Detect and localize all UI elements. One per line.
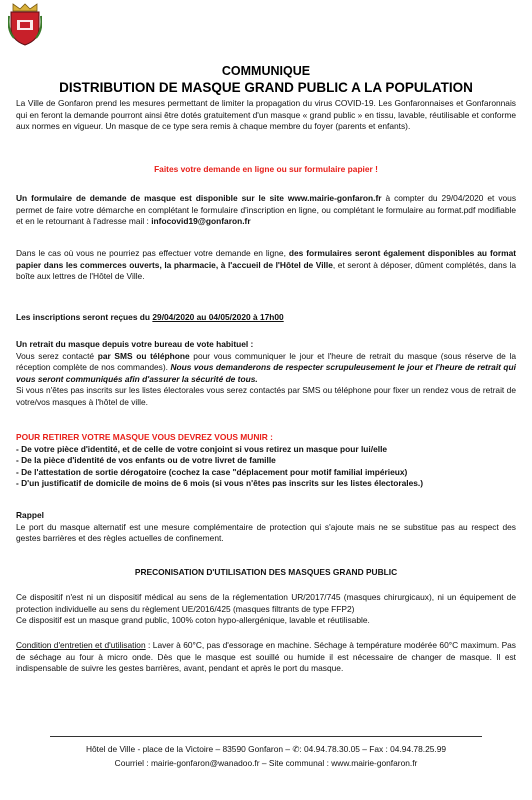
reminder-heading: Rappel: [16, 510, 44, 520]
requirement-item: - D'un justificatif de domicile de moins de 6 mois (si vous n'êtes pas inscrits sur les listes électorales.): [16, 478, 424, 489]
paper-form-text-1: Dans le cas où vous ne pourriez pas effectuer votre demande en ligne,: [16, 248, 289, 258]
town-crest-logo: [8, 2, 42, 46]
intro-paragraph: La Ville de Gonfaron prend les mesures permettant de limiter la propagation du virus COVID-19. Les Gonfaronnaises et Gonfaronnais qui en feront la demande pourront ainsi être dotés gratuitement d'un masque « grand public » en tissu, lavable, réutilisable et conforme aux normes en vigueur. Un masque de ce type sera remis à chaque membre du foyer (parents et enfants).: [16, 98, 516, 132]
pickup-text-1: Vous serez contacté: [16, 350, 98, 361]
recommendation-text-1: Ce dispositif n'est ni un dispositif médical au sens de la réglementation UR/2017/745 (masques chirurgicaux), ni un équipement de protection individuelle au sens du règlement UE/2016/425 (masques filtrants de type FFP2): [16, 592, 516, 614]
pickup-heading: Un retrait du masque depuis votre bureau de vote habituel :: [16, 339, 254, 349]
footer-divider: [50, 736, 482, 737]
requirement-item: - De l'attestation de sortie dérogatoire (cochez la case "déplacement pour motif familial impérieux): [16, 466, 408, 477]
footer-contact: Courriel : mairie-gonfaron@wanadoo.fr – Site communal : www.mairie-gonfaron.fr: [114, 758, 418, 768]
requirement-item: - De votre pièce d'identité, et de celle de votre conjoint si vous retirez un masque pour lui/elle: [16, 443, 388, 454]
requirements-section: [16, 432, 516, 490]
online-form-paragraph: [16, 193, 516, 228]
care-paragraph: [16, 640, 516, 675]
pickup-bold-italic: Nous vous demanderons de respecter scrupuleusement le jour et l'heure de retrait qui vous seront communiqués afin d'assurer la sécurité de tous.: [16, 362, 516, 384]
page-subtitle: DISTRIBUTION DE MASQUE GRAND PUBLIC A LA POPULATION: [59, 80, 473, 95]
callout-text: Faites votre demande en ligne ou sur formulaire papier !: [154, 164, 378, 174]
registration-dates-label: Les inscriptions seront reçues du: [16, 312, 153, 322]
online-form-text: à compter du 29/04/2020 et vous permet de faire votre démarche en complétant le formulaire d'inscription en ligne, ou complétant le formulaire au format.pdf modifiable et en le retournant à l'adresse mail :: [16, 193, 517, 227]
recommendation-section: [16, 592, 516, 627]
pickup-paragraph: [16, 351, 516, 386]
care-label: Condition d'entretien et d'utilisation: [16, 640, 146, 650]
pickup-paragraph-2: Si vous n'êtes pas inscrits sur les listes électorales vous serez contactés par SMS ou téléphone pour fixer un rendez vous de retrait de votre/vos masques à l'hôtel de ville.: [16, 385, 516, 407]
registration-dates-range: 29/04/2020 au 04/05/2020 à 17h00: [152, 312, 284, 322]
recommendation-heading: PRECONISATION D'UTILISATION DES MASQUES GRAND PUBLIC: [134, 567, 398, 577]
footer-address: Hôtel de Ville - place de la Victoire – 83590 Gonfaron – ✆: 04.94.78.30.05 – Fax : 04.94.78.25.99: [85, 744, 447, 754]
paper-form-paragraph: [16, 248, 516, 283]
pickup-section: [16, 339, 516, 409]
care-text: : Laver à 60°C, pas d'essorage en machine. Séchage à température modérée 60°C maximum. Pas de séchage au four à micro onde. Dès que le masque est souillé ou humide il est nécessaire de changer de masque. Il est indispensable de suivre les gestes barrières, avant, pendant et après le port du masque.: [16, 640, 516, 674]
pickup-text-2: pour vous communiquer le jour et l'heure de retrait du masque (sous réserve de la réception complète de nos commandes).: [16, 350, 516, 373]
online-form-bold: Un formulaire de demande de masque est disponible sur le site www.mairie-gonfaron.fr: [16, 193, 382, 203]
contact-email-link[interactable]: infocovid19@gonfaron.fr: [151, 216, 251, 227]
page-title: COMMUNIQUE: [221, 64, 311, 78]
reminder-section: [16, 510, 516, 545]
recommendation-text-2: Ce dispositif est un masque grand public, 100% coton hypo-allergénique, lavable et réutilisable.: [16, 615, 370, 626]
requirement-item: - De la pièce d'identité de vos enfants ou de votre livret de famille: [16, 455, 276, 466]
reminder-text: Le port du masque alternatif est une mesure complémentaire de protection qui s'ajoute mais ne se substitue pas au respect des gestes barrières et des règles actuelles de confinement.: [16, 521, 516, 544]
registration-dates: [16, 312, 516, 324]
requirements-heading: POUR RETIRER VOTRE MASQUE VOUS DEVREZ VOUS MUNIR :: [16, 432, 273, 442]
paper-form-text-2: , et seront à déposer, dûment complétés, dans la boîte aux lettres de l'Hôtel de Ville.: [16, 259, 516, 282]
paper-form-bold: des formulaires seront également disponibles au format papier dans les commerces ouverts, la pharmacie, à l'accueil de l'Hôtel de Ville: [16, 248, 517, 270]
pickup-bold: par SMS ou téléphone: [97, 350, 190, 361]
